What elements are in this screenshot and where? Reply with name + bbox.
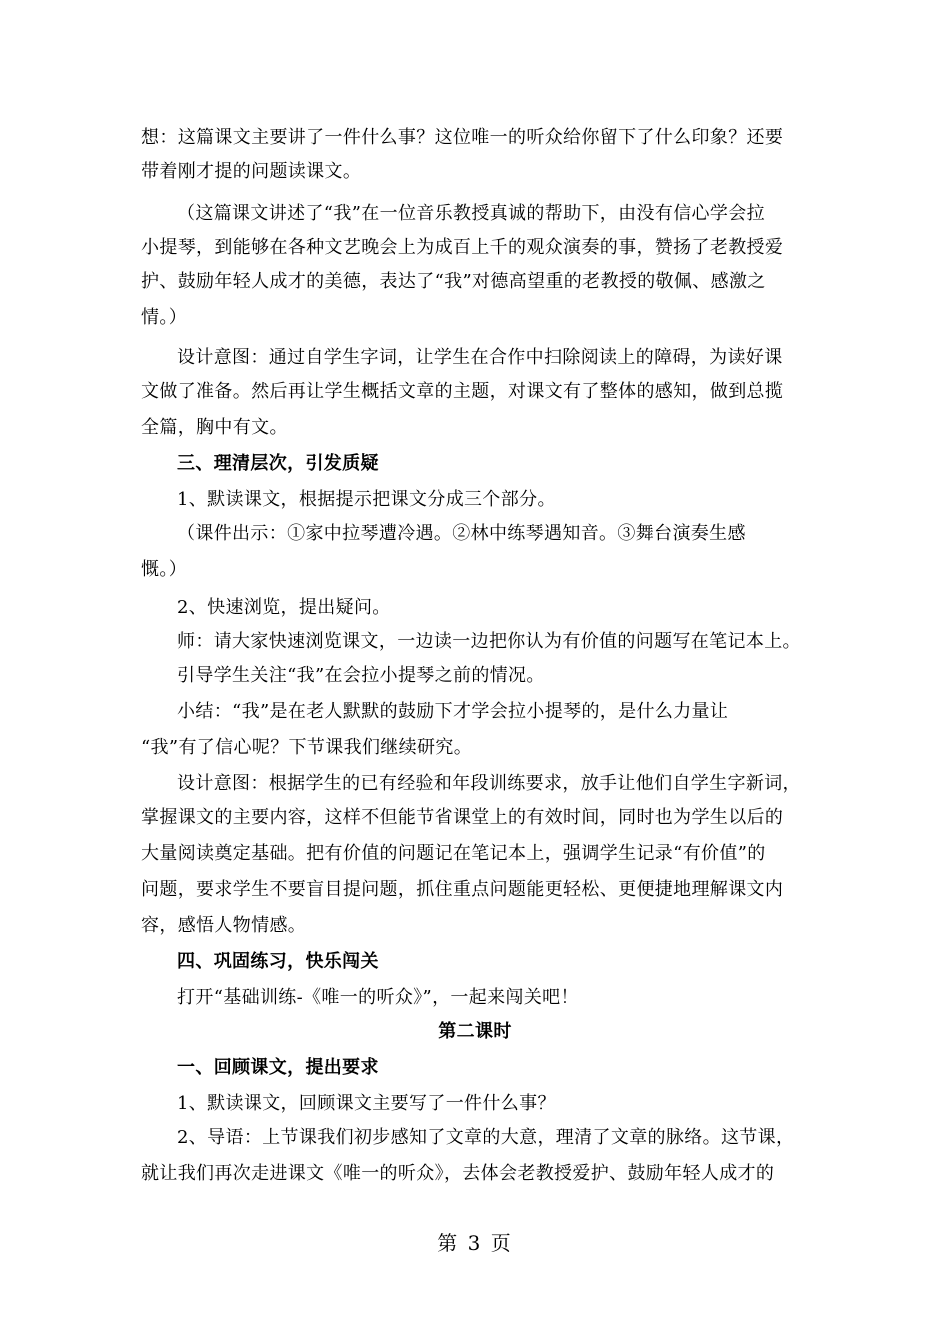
- guide-line: 引导学生关注“我”在会拉小提琴之前的情况。: [177, 665, 545, 686]
- design-intent-line: 文做了准备。然后再让学生概括文章的主题，对课文有了整体的感知，做到总揽: [141, 381, 784, 402]
- paragraph-line: 带着刚才提的问题读课文。: [141, 161, 362, 182]
- design-intent-line: 问题，要求学生不要盲目提问题，抓住重点问题能更轻松、更便捷地理解课文内: [141, 879, 784, 900]
- design-intent-line: 设计意图：通过自学生字词，让学生在合作中扫除阅读上的障碍，为读好课: [177, 347, 783, 368]
- summary-line: “我”有了信心呢？下节课我们继续研究。: [141, 737, 473, 758]
- section-heading: 三、理清层次，引发质疑: [177, 453, 379, 474]
- step-line: 1、默读课文，回顾课文主要写了一件什么事？: [177, 1093, 556, 1114]
- step-line: 2、导语：上节课我们初步感知了文章的大意，理清了文章的脉络。这节课，: [177, 1127, 795, 1148]
- design-intent-line: 容，感悟人物情感。: [141, 915, 307, 936]
- design-intent-line: 全篇，胸中有文。: [141, 417, 288, 438]
- page-number: 第 3 页: [437, 1231, 513, 1255]
- paragraph-line: 就让我们再次走进课文《唯一的听众》，去体会老教授爱护、鼓励年轻人成才的: [141, 1163, 775, 1184]
- courseware-line: （课件出示：①家中拉琴遭冷遇。②林中练琴遇知音。③舞台演奏生感: [177, 523, 746, 544]
- lesson-title: 第二课时: [438, 1021, 512, 1042]
- summary-line: 小结：“我”是在老人默默的鼓励下才学会拉小提琴的，是什么力量让: [177, 701, 729, 722]
- section-heading: 四、巩固练习，快乐闯关: [177, 951, 379, 972]
- section-heading: 一、回顾课文，提出要求: [177, 1057, 379, 1078]
- design-intent-line: 掌握课文的主要内容，这样不但能节省课堂上的有效时间，同时也为学生以后的: [141, 807, 784, 828]
- design-intent-line: 大量阅读奠定基础。把有价值的问题记在笔记本上，强调学生记录“有价值”的: [141, 843, 766, 864]
- paragraph-line: 打开“基础训练-《唯一的听众》”，一起来闯关吧！: [177, 987, 579, 1008]
- paragraph-line: 小提琴，到能够在各种文艺晚会上为成百上千的观众演奏的事，赞扬了老教授爱: [141, 237, 784, 258]
- paragraph-line: （这篇课文讲述了“我”在一位音乐教授真诚的帮助下，由没有信心学会拉: [177, 203, 765, 224]
- step-line: 2、快速浏览，提出疑问。: [177, 597, 391, 618]
- paragraph-line: 情。）: [141, 307, 188, 328]
- paragraph-line: 想：这篇课文主要讲了一件什么事？这位唯一的听众给你留下了什么印象？还要: [141, 127, 784, 148]
- paragraph-line: 护、鼓励年轻人成才的美德，表达了“我”对德高望重的老教授的敬佩、感激之: [141, 271, 766, 292]
- step-line: 1、默读课文，根据提示把课文分成三个部分。: [177, 489, 556, 510]
- design-intent-line: 设计意图：根据学生的已有经验和年段训练要求，放手让他们自学生字新词，: [177, 773, 801, 794]
- teacher-line: 师：请大家快速浏览课文，一边读一边把你认为有价值的问题写在笔记本上。: [177, 631, 801, 652]
- courseware-line: 慨。）: [141, 559, 188, 580]
